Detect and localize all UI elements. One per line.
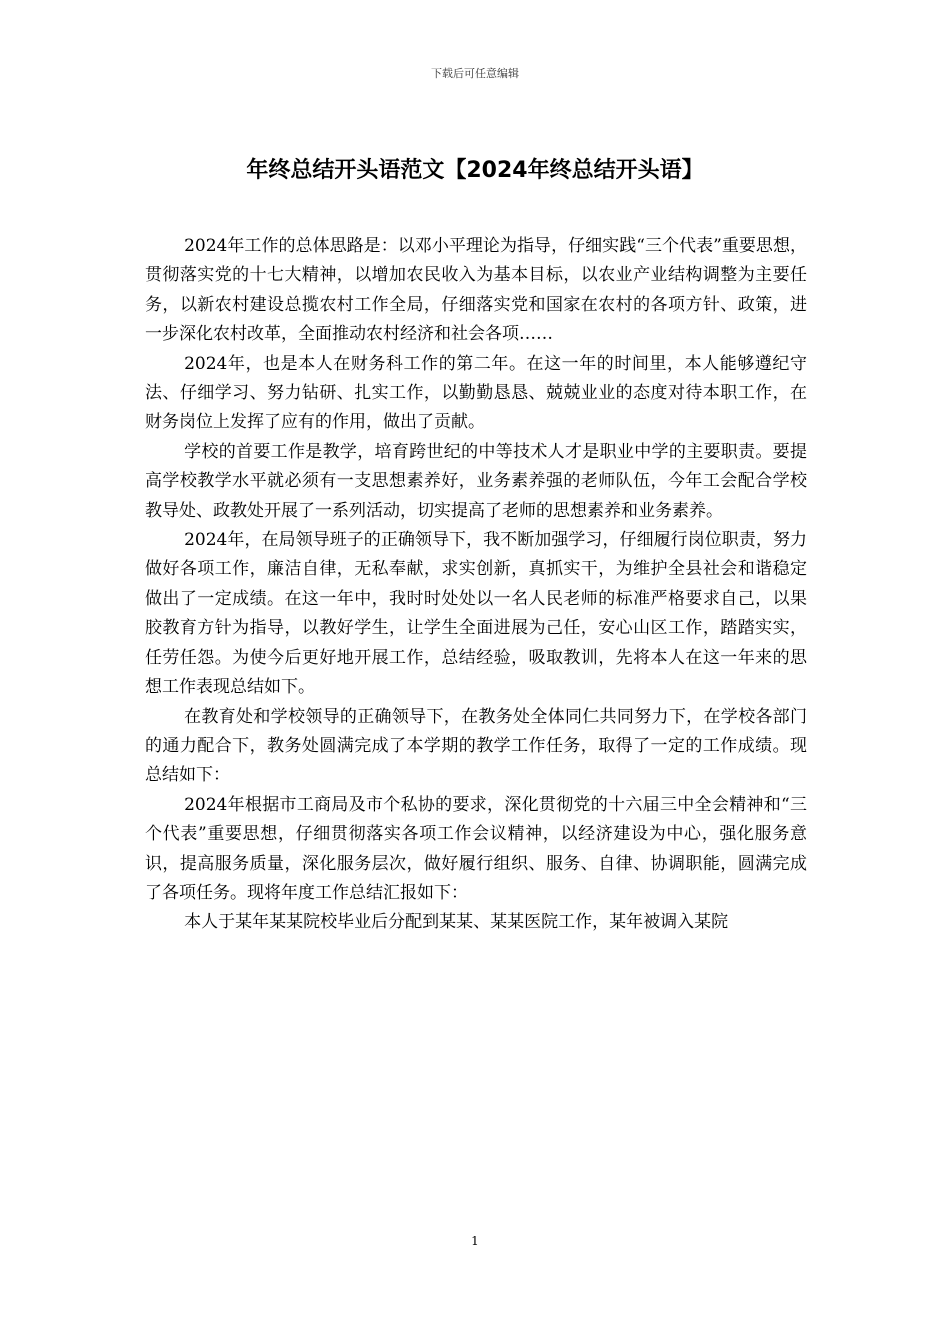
document-title: 年终总结开头语范文【2024年终总结开头语】 xyxy=(246,158,704,183)
paragraph: 2024年，也是本人在财务科工作的第二年。在这一年的时间里，本人能够遵纪守法、仔细学习、努力钻研、扎实工作，以勤勤恳恳、兢兢业业的态度对待本职工作，在财务岗位上发挥了应有的作用，做出了贡献。 xyxy=(145,353,807,433)
paragraph: 在教育处和学校领导的正确领导下，在教务处全体同仁共同努力下，在学校各部门的通力配合下，教务处圆满完成了本学期的教学工作任务，取得了一定的工作成绩。现总结如下： xyxy=(145,706,807,786)
paragraph: 本人于某年某某院校毕业后分配到某某、某某医院工作，某年被调入某院 xyxy=(184,912,729,933)
paragraph: 2024年根据市工商局及市个私协的要求，深化贯彻党的十六届三中全会精神和“三个代表”重要思想，仔细贯彻落实各项工作会议精神，以经济建设为中心，强化服务意识，提高服务质量，深化服务层次，做好履行组织、服务、自律、协调职能，圆满完成了各项任务。现将年度工作总结汇报如下： xyxy=(145,794,807,903)
page-number: 1 xyxy=(471,1234,479,1248)
document-body xyxy=(145,232,807,938)
page-header: 下载后可任意编辑 xyxy=(431,67,519,80)
paragraph: 2024年工作的总体思路是：以邓小平理论为指导，仔细实践“三个代表”重要思想，贯彻落实党的十七大精神，以增加农民收入为基本目标，以农业产业结构调整为主要任务，以新农村建设总揽农村工作全局，仔细落实党和国家在农村的各项方针、政策，进一步深化农村改革，全面推动农村经济和社会各项…… xyxy=(145,236,807,345)
paragraph: 学校的首要工作是教学，培育跨世纪的中等技术人才是职业中学的主要职责。要提高学校教学水平就必须有一支思想素养好，业务素养强的老师队伍，今年工会配合学校教导处、政教处开展了一系列活动，切实提高了老师的思想素养和业务素养。 xyxy=(145,441,807,521)
paragraph: 2024年，在局领导班子的正确领导下，我不断加强学习，仔细履行岗位职责，努力做好各项工作，廉洁自律，无私奉献，求实创新，真抓实干，为维护全县社会和谐稳定做出了一定成绩。在这一年中，我时时处处以一名人民老师的标准严格要求自己，以果胶教育方针为指导，以教好学生，让学生全面进展为己任，安心山区工作，踏踏实实，任劳任怨。为使今后更好地开展工作，总结经验，吸取教训，先将本人在这一年来的思想工作表现总结如下。 xyxy=(145,530,807,698)
